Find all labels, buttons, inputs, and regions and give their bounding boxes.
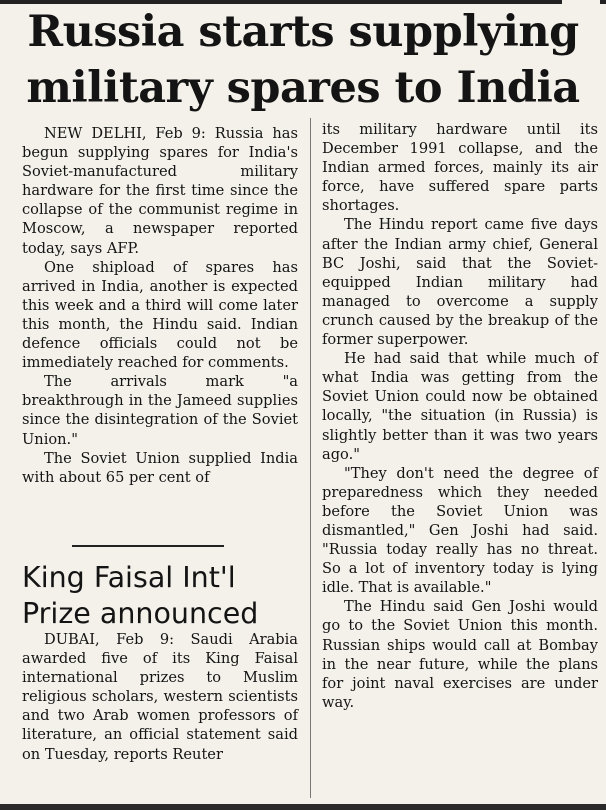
article-2-paragraph: DUBAI, Feb 9: Saudi Arabia awarded five of its King Faisal international prizes to Muslim religious scholars, western scientists and two Arab women professors of literature, an official statement said on Tuesday, reports Reuter bbox=[22, 631, 298, 763]
article-end-rule bbox=[72, 545, 224, 547]
headline-line-1: Russia starts supplying bbox=[27, 7, 579, 57]
article-2-headline-line-2: Prize announced bbox=[22, 597, 259, 630]
bottom-rule bbox=[0, 804, 606, 810]
article-1-paragraph: NEW DELHI, Feb 9: Russia has begun supplying spares for India's Soviet-manufactured military hardware for the first time since the collapse of the communist regime in Moscow, a newspaper reported today, says AFP. bbox=[22, 125, 298, 257]
article-1-continued-paragraph: He had said that while much of what India was getting from the Soviet Union could now be obtained locally, "the situation (in Russia) is slightly better than it was two years ago." bbox=[322, 350, 598, 463]
article-1-continued-paragraph: "They don't need the degree of preparedness which they needed before the Soviet Union was dismantled," Gen Joshi had said. "Russia today really has no threat. So a lot of inventory today is lying idle. That is available." bbox=[322, 464, 598, 597]
article-1-column-left bbox=[22, 124, 298, 487]
article-1-continued-paragraph: its military hardware until its December 1991 collapse, and the Indian armed forces, mainly its air force, have suffered spare parts shortages. bbox=[322, 121, 598, 215]
article-1-paragraph: The Soviet Union supplied India with about 65 per cent of bbox=[22, 449, 298, 486]
main-headline bbox=[6, 4, 600, 116]
article-1-continued-paragraph: The Hindu said Gen Joshi would go to the Soviet Union this month. Russian ships would call at Bombay in the near future, while the plans for joint naval exercises are under way. bbox=[322, 598, 598, 711]
article-2-headline bbox=[22, 560, 298, 632]
article-1-column-right bbox=[322, 120, 598, 712]
article-1-continued-paragraph: The Hindu report came five days after the Indian army chief, General BC Joshi, said that the Soviet-equipped Indian military had managed to overcome a supply crunch caused by the breakup of the former superpower. bbox=[322, 216, 598, 349]
article-2-body bbox=[22, 630, 298, 764]
article-2-headline-line-1: King Faisal Int'l bbox=[22, 561, 236, 594]
column-divider bbox=[310, 118, 311, 798]
article-1-paragraph: The arrivals mark "a breakthrough in the Jameed supplies since the disintegration of the Soviet Union." bbox=[22, 373, 298, 448]
headline-line-2: military spares to India bbox=[26, 63, 580, 113]
article-1-paragraph: One shipload of spares has arrived in India, another is expected this week and a third will come later this month, the Hindu said. Indian defence officials could not be immediately reached for comments. bbox=[22, 258, 298, 372]
